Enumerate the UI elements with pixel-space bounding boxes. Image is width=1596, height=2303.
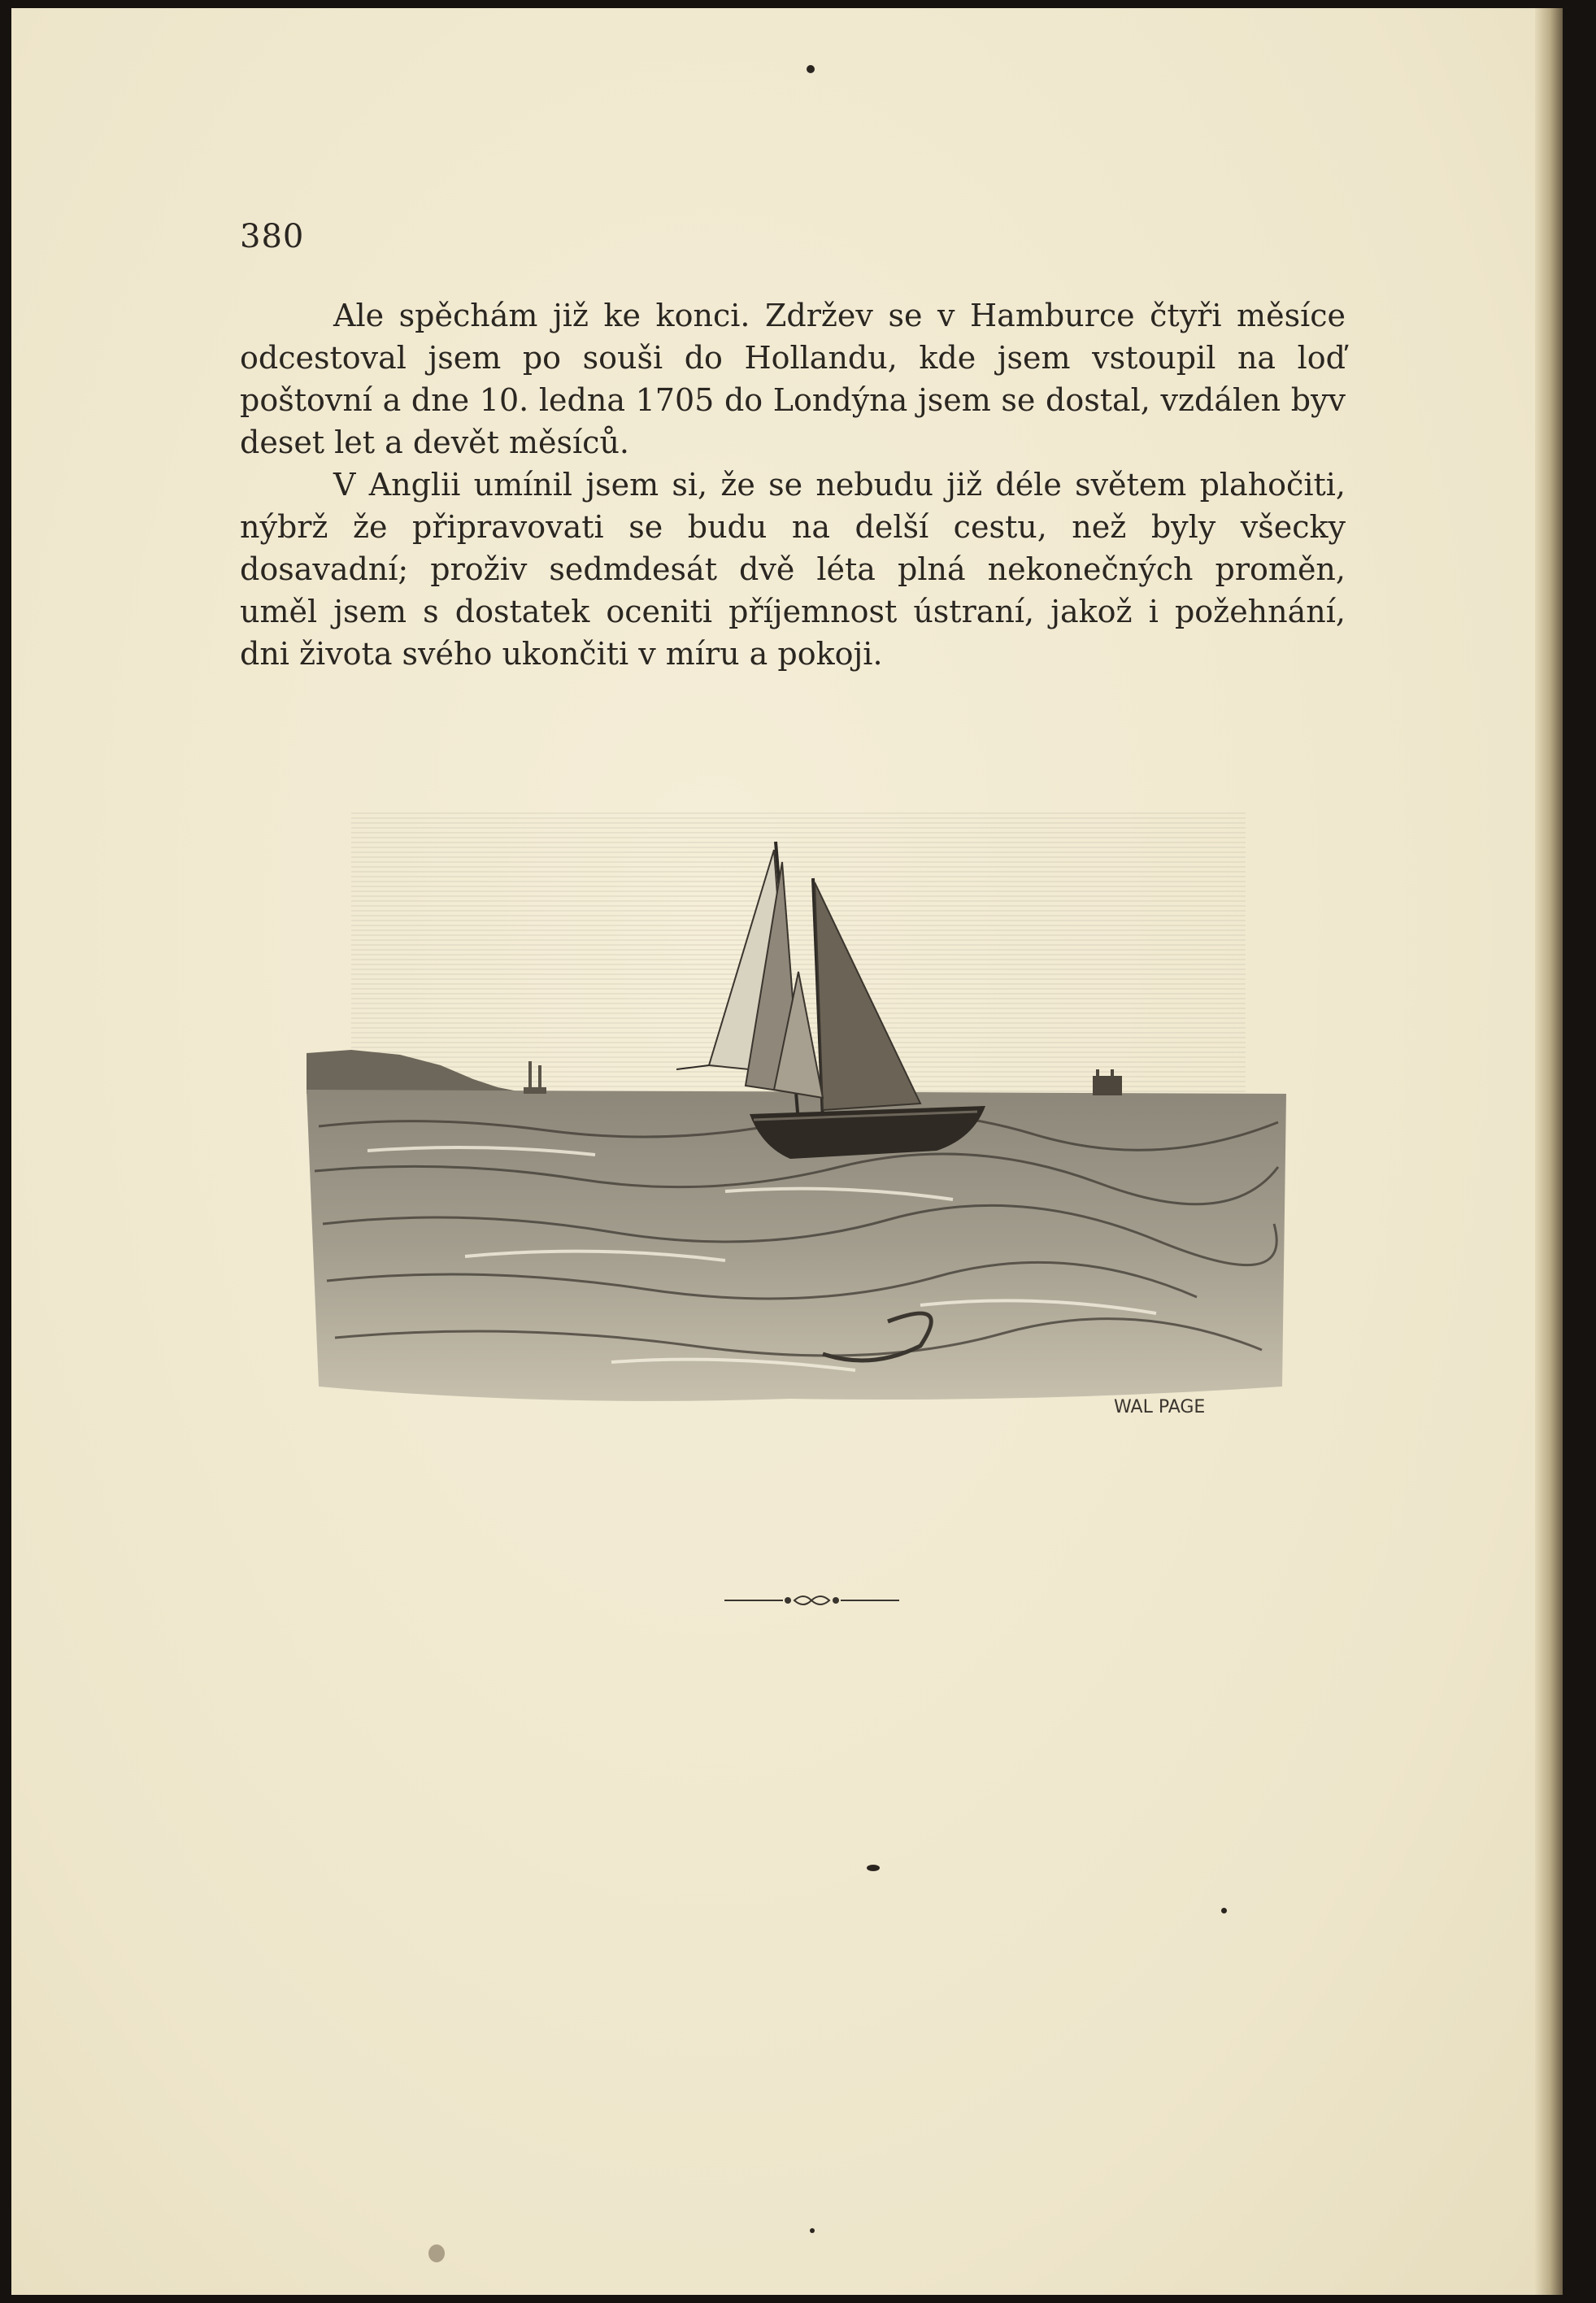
book-page xyxy=(11,8,1563,2295)
paragraph-1: Ale spěchám již ke konci. Zdržev se v Hamburce čtyři měsíce odcestoval jsem po souši do Hollandu, kde jsem vstoupil na loď poštovní a dne 10. ledna 1705 do Londýna jsem se dostal, vzdálen byv deset let a devět měsíců. xyxy=(240,298,1346,460)
page-number: 380 xyxy=(240,218,305,255)
ship-illustration xyxy=(302,801,1293,1448)
ink-mark xyxy=(810,2228,815,2233)
ink-mark xyxy=(807,65,815,73)
ink-mark xyxy=(428,2244,445,2262)
ink-mark xyxy=(867,1865,880,1871)
ornament-divider xyxy=(724,1591,899,1610)
artist-signature: WAL PAGE xyxy=(1114,1397,1206,1417)
paragraph-2: V Anglii umínil jsem si, že se nebudu již déle světem plahočiti, nýbrž že připravovati se budu na delší cestu, než byly všecky dosavadní; proživ sedmdesát dvě léta plná nekonečných proměn, uměl jsem s dostatek oceniti příjemnost ústraní, jakož i požehnání, dni života svého ukončiti v míru a pokoji. xyxy=(240,467,1346,672)
body-text xyxy=(240,294,1346,675)
page-gutter-shadow xyxy=(1535,8,1563,2295)
ink-mark xyxy=(1221,1908,1227,1913)
